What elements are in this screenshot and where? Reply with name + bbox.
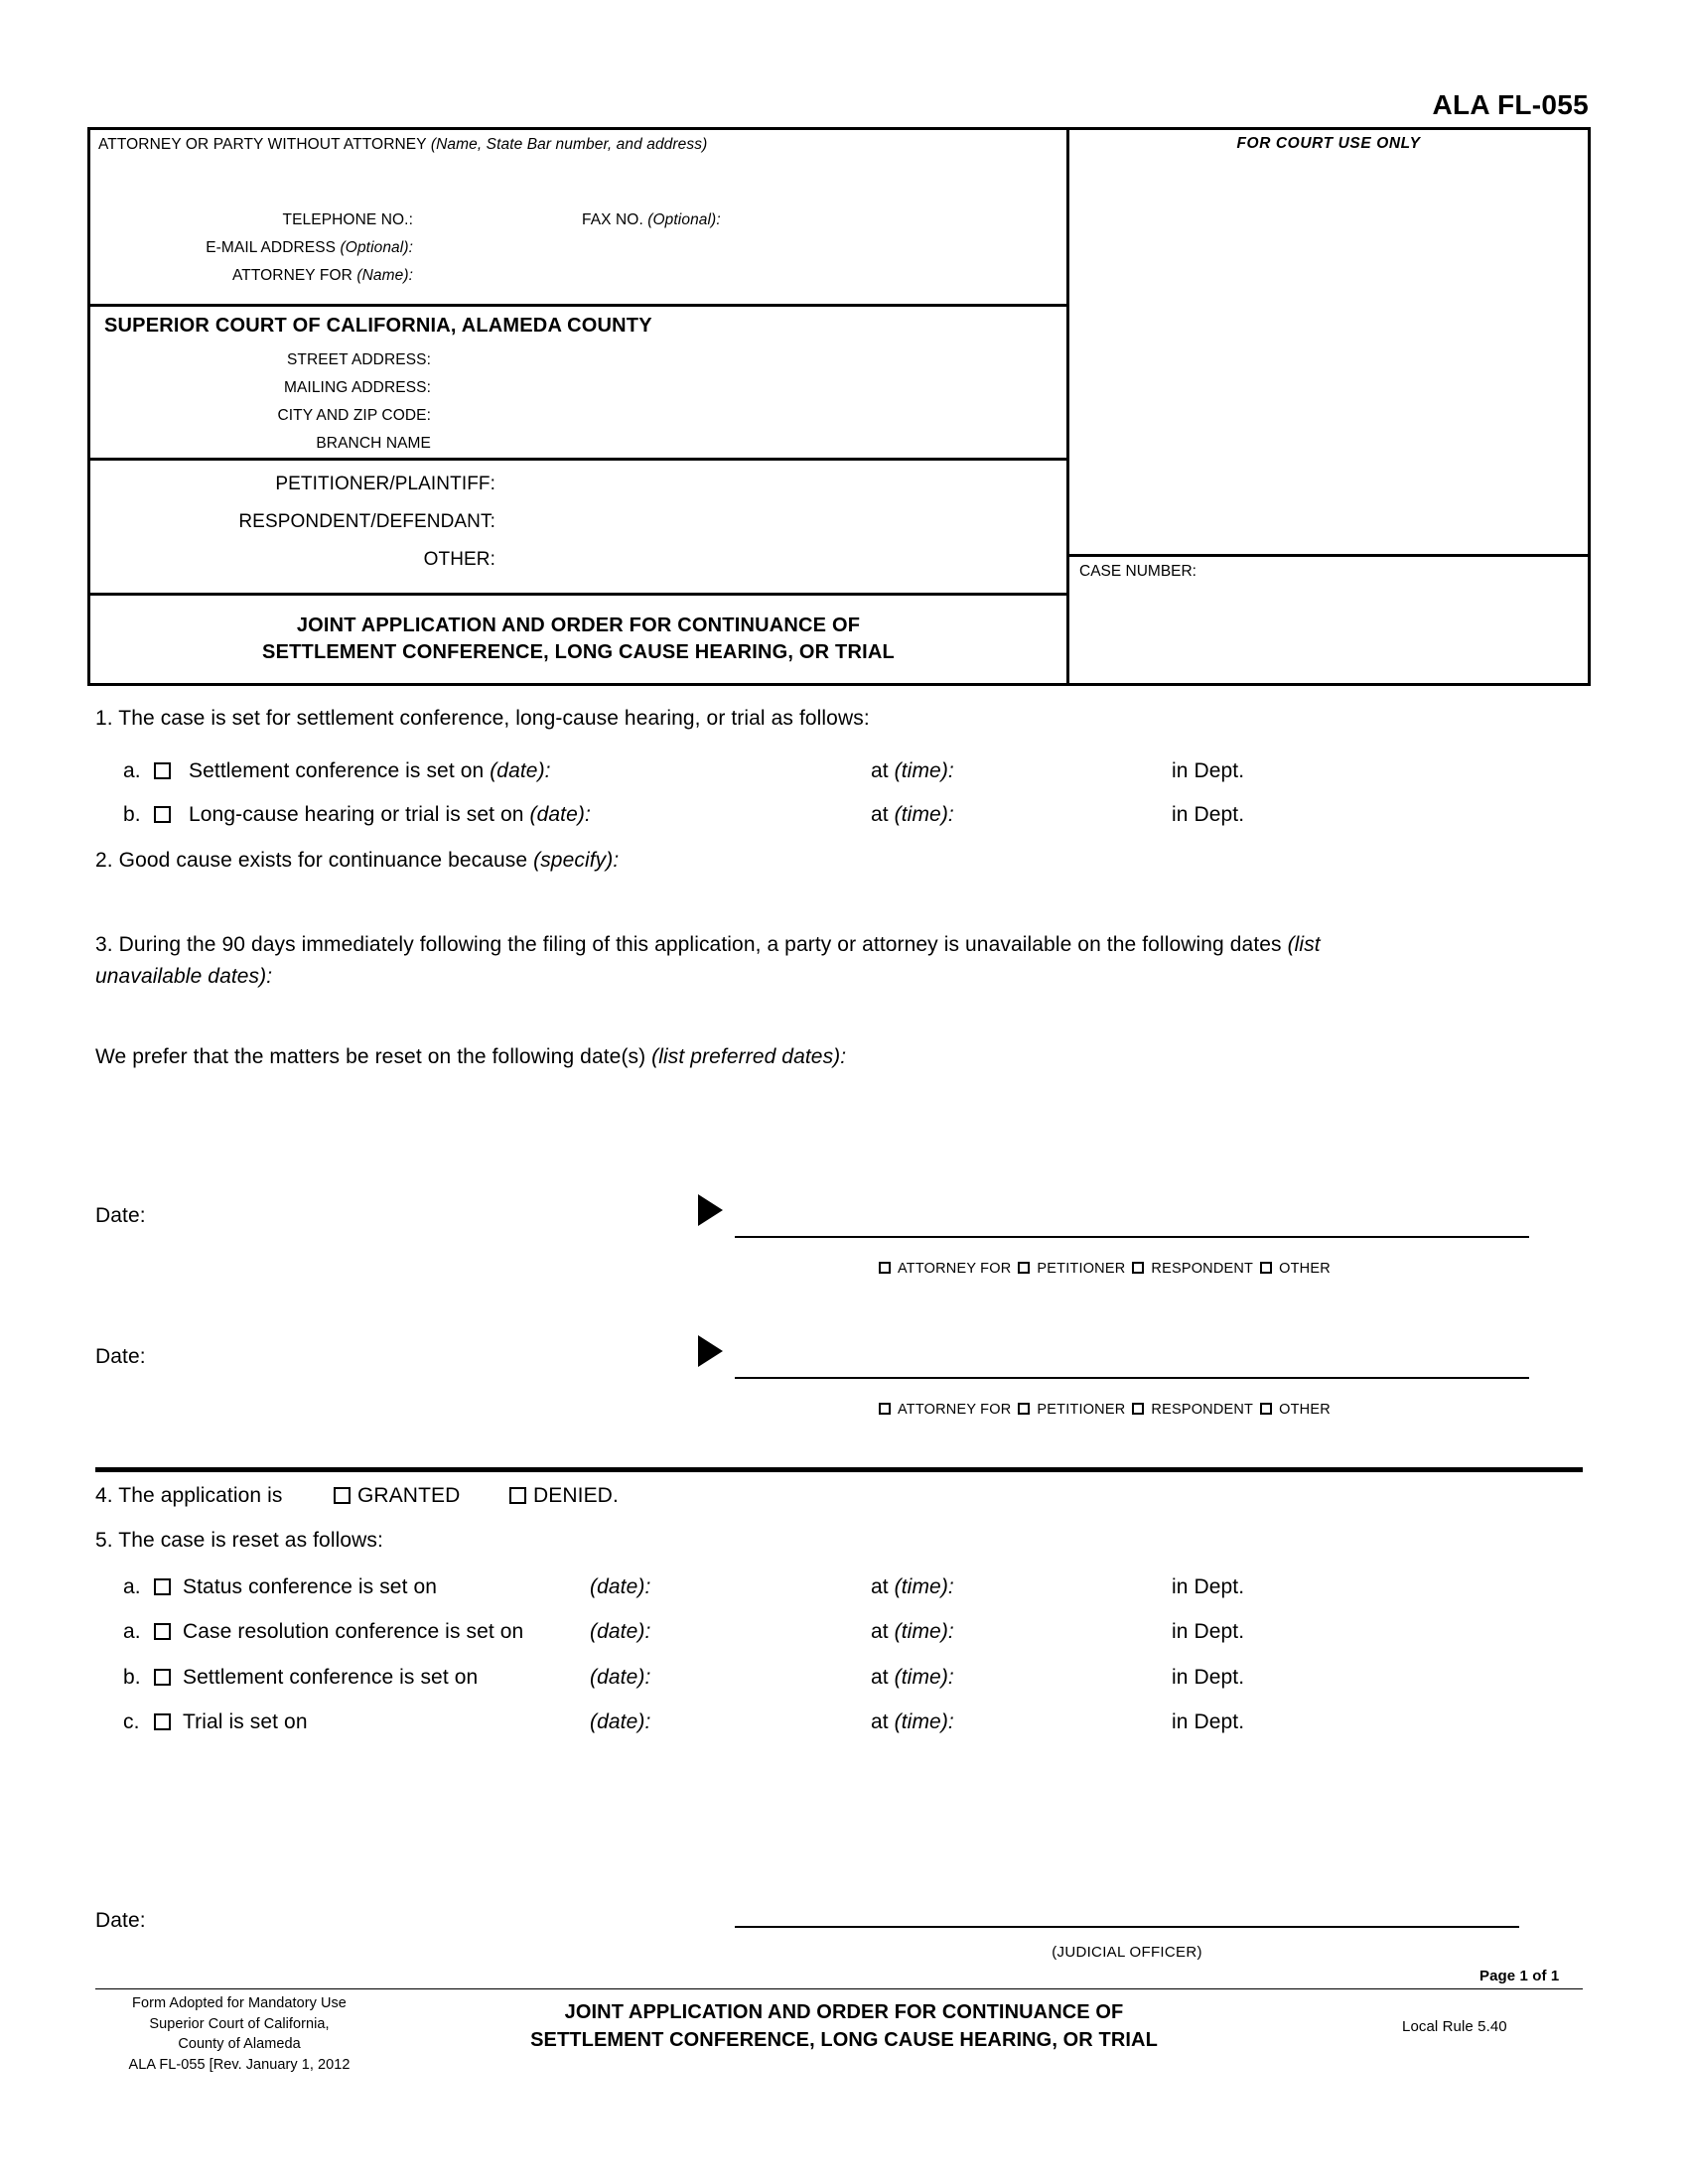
signature2-respondent-label: RESPONDENT xyxy=(1151,1402,1254,1418)
signature1-roles[interactable] xyxy=(879,1261,1331,1277)
for-court-use-only-label: FOR COURT USE ONLY xyxy=(1236,135,1421,152)
signature2-arrow-icon xyxy=(698,1335,723,1367)
signature2-attorney-label: ATTORNEY FOR xyxy=(898,1402,1012,1418)
footer-local-rule: Local Rule 5.40 xyxy=(1402,2018,1507,2035)
item5-row2-date-label: (date): xyxy=(590,1666,651,1689)
item5-row1-dept-label: in Dept. xyxy=(1172,1620,1245,1643)
item4-denied-checkbox[interactable] xyxy=(509,1487,526,1504)
footer-title-line2: SETTLEMENT CONFERENCE, LONG CAUSE HEARING, OR TRIAL xyxy=(530,2029,1158,2051)
item4-granted-label: GRANTED xyxy=(357,1484,461,1507)
judicial-officer-label: (JUDICIAL OFFICER) xyxy=(1052,1944,1202,1961)
court-title: SUPERIOR COURT OF CALIFORNIA, ALAMEDA COUNTY xyxy=(104,315,652,337)
item1a-dept-label: in Dept. xyxy=(1172,759,1245,782)
item5-row2-dept-label: in Dept. xyxy=(1172,1666,1245,1689)
order-date-label: Date: xyxy=(95,1909,146,1932)
caption-table xyxy=(87,127,1591,686)
signature1-attorney-checkbox[interactable] xyxy=(879,1262,891,1274)
signature2-line[interactable] xyxy=(735,1377,1529,1379)
item5-row2-time-label: at (time): xyxy=(871,1666,954,1689)
item5-row1-time-label: at (time): xyxy=(871,1620,954,1643)
signature1-line[interactable] xyxy=(735,1236,1529,1238)
signature1-attorney-label: ATTORNEY FOR xyxy=(898,1261,1012,1277)
respondent-label: RESPONDENT/DEFENDANT: xyxy=(238,511,495,532)
item5-row0-letter: a. xyxy=(123,1575,141,1598)
item5-row3-letter: c. xyxy=(123,1710,140,1733)
item5-row1-date-label: (date): xyxy=(590,1620,651,1643)
other-party-label: OTHER: xyxy=(423,549,495,570)
item1-heading: 1. The case is set for settlement conference, long-cause hearing, or trial as follows: xyxy=(95,707,870,730)
telephone-label: TELEPHONE NO.: xyxy=(282,211,413,228)
item1a-label: Settlement conference is set on (date): xyxy=(189,759,551,782)
court-address-block[interactable] xyxy=(90,304,1066,458)
court-use-block xyxy=(1069,130,1588,554)
signature2-petitioner-label: PETITIONER xyxy=(1037,1402,1126,1418)
signature2-roles[interactable] xyxy=(879,1402,1331,1418)
parties-block[interactable] xyxy=(90,458,1066,593)
footer-adopted-line2: Superior Court of California, xyxy=(149,2015,330,2032)
item5-row0-date-label: (date): xyxy=(590,1575,651,1598)
signature2-other-label: OTHER xyxy=(1279,1402,1331,1418)
item1b-dept-label: in Dept. xyxy=(1172,803,1245,826)
footer-adopted-line1: Form Adopted for Mandatory Use xyxy=(132,1995,347,2011)
item5-heading: 5. The case is reset as follows: xyxy=(95,1529,383,1552)
item1b-label: Long-cause hearing or trial is set on (date): xyxy=(189,803,591,826)
item4-denied-label: DENIED. xyxy=(533,1484,619,1507)
signature2-attorney-checkbox[interactable] xyxy=(879,1403,891,1415)
signature1-date-label: Date: xyxy=(95,1204,146,1227)
attorney-header-label: ATTORNEY OR PARTY WITHOUT ATTORNEY (Name, State Bar number, and address) xyxy=(98,136,708,153)
document-title-line1: JOINT APPLICATION AND ORDER FOR CONTINUANCE OF xyxy=(296,614,861,636)
branch-name-label: BRANCH NAME xyxy=(316,435,431,452)
item1b-time-label: at (time): xyxy=(871,803,954,826)
attorney-block[interactable] xyxy=(90,130,1066,304)
signature1-respondent-label: RESPONDENT xyxy=(1151,1261,1254,1277)
page-indicator: Page 1 of 1 xyxy=(1479,1968,1560,1984)
fax-label: FAX NO. (Optional): xyxy=(582,211,721,228)
street-address-label: STREET ADDRESS: xyxy=(286,351,431,368)
email-label: E-MAIL ADDRESS (Optional): xyxy=(206,239,413,256)
item4-granted-checkbox[interactable] xyxy=(334,1487,351,1504)
form-number: ALA FL-055 xyxy=(1432,89,1589,120)
footer-left-block xyxy=(95,1993,383,2075)
preferred-dates-label: We prefer that the matters be reset on the following date(s) (list preferred dates): xyxy=(95,1045,847,1068)
footer-divider xyxy=(95,1988,1583,1989)
item5-row3-time-label: at (time): xyxy=(871,1710,954,1733)
item5-row3-dept-label: in Dept. xyxy=(1172,1710,1245,1733)
item5-row3-date-label: (date): xyxy=(590,1710,651,1733)
signature1-petitioner-checkbox[interactable] xyxy=(1018,1262,1030,1274)
caption-left-column xyxy=(90,130,1069,683)
signature2-date-label: Date: xyxy=(95,1345,146,1368)
item5-row3-checkbox[interactable] xyxy=(154,1713,171,1730)
item5-row0-label: Status conference is set on xyxy=(183,1575,438,1598)
item5-row1-checkbox[interactable] xyxy=(154,1623,171,1640)
item4-prefix: 4. The application is xyxy=(95,1484,283,1507)
order-divider xyxy=(95,1467,1583,1472)
caption-right-column xyxy=(1069,130,1588,683)
item5-row2-checkbox[interactable] xyxy=(154,1669,171,1686)
mailing-address-label: MAILING ADDRESS: xyxy=(283,379,431,396)
document-title xyxy=(262,613,895,666)
signature1-respondent-checkbox[interactable] xyxy=(1132,1262,1144,1274)
signature2-other-checkbox[interactable] xyxy=(1260,1403,1272,1415)
item1a-letter: a. xyxy=(123,759,141,782)
footer-title-line1: JOINT APPLICATION AND ORDER FOR CONTINUANCE OF xyxy=(564,2001,1124,2023)
footer-revision-line: ALA FL-055 [Rev. January 1, 2012 xyxy=(128,2056,351,2073)
signature1-petitioner-label: PETITIONER xyxy=(1037,1261,1126,1277)
item5-row2-label: Settlement conference is set on xyxy=(183,1666,479,1689)
item5-row1-label: Case resolution conference is set on xyxy=(183,1620,524,1643)
item3-label: 3. During the 90 days immediately following the filing of this application, a party or attorney is unavailable on the following dates (list unavailable dates): xyxy=(95,933,1321,988)
item1a-time-label: at (time): xyxy=(871,759,954,782)
document-title-line2: SETTLEMENT CONFERENCE, LONG CAUSE HEARING, OR TRIAL xyxy=(262,641,895,663)
footer-adopted-line3: County of Alameda xyxy=(178,2036,301,2053)
city-zip-label: CITY AND ZIP CODE: xyxy=(277,407,431,424)
item1a-checkbox[interactable] xyxy=(154,762,171,779)
signature1-other-checkbox[interactable] xyxy=(1260,1262,1272,1274)
petitioner-label: PETITIONER/PLAINTIFF: xyxy=(275,474,495,494)
item5-row0-dept-label: in Dept. xyxy=(1172,1575,1245,1598)
case-number-label: CASE NUMBER: xyxy=(1079,563,1196,580)
item5-row1-letter: a. xyxy=(123,1620,141,1643)
attorney-for-label: ATTORNEY FOR (Name): xyxy=(231,267,413,284)
signature2-petitioner-checkbox[interactable] xyxy=(1018,1403,1030,1415)
document-title-block xyxy=(90,593,1066,683)
case-number-block[interactable] xyxy=(1069,554,1588,644)
item5-row3-label: Trial is set on xyxy=(183,1710,308,1733)
footer-title-block xyxy=(417,1998,1271,2054)
item1b-letter: b. xyxy=(123,803,141,826)
signature1-arrow-icon xyxy=(698,1194,723,1226)
item2-label: 2. Good cause exists for continuance because (specify): xyxy=(95,849,620,872)
item5-row0-time-label: at (time): xyxy=(871,1575,954,1598)
judicial-officer-signature-line[interactable] xyxy=(735,1926,1519,1928)
item5-row2-letter: b. xyxy=(123,1666,141,1689)
item1b-checkbox[interactable] xyxy=(154,806,171,823)
signature2-respondent-checkbox[interactable] xyxy=(1132,1403,1144,1415)
item5-row0-checkbox[interactable] xyxy=(154,1578,171,1595)
signature1-other-label: OTHER xyxy=(1279,1261,1331,1277)
